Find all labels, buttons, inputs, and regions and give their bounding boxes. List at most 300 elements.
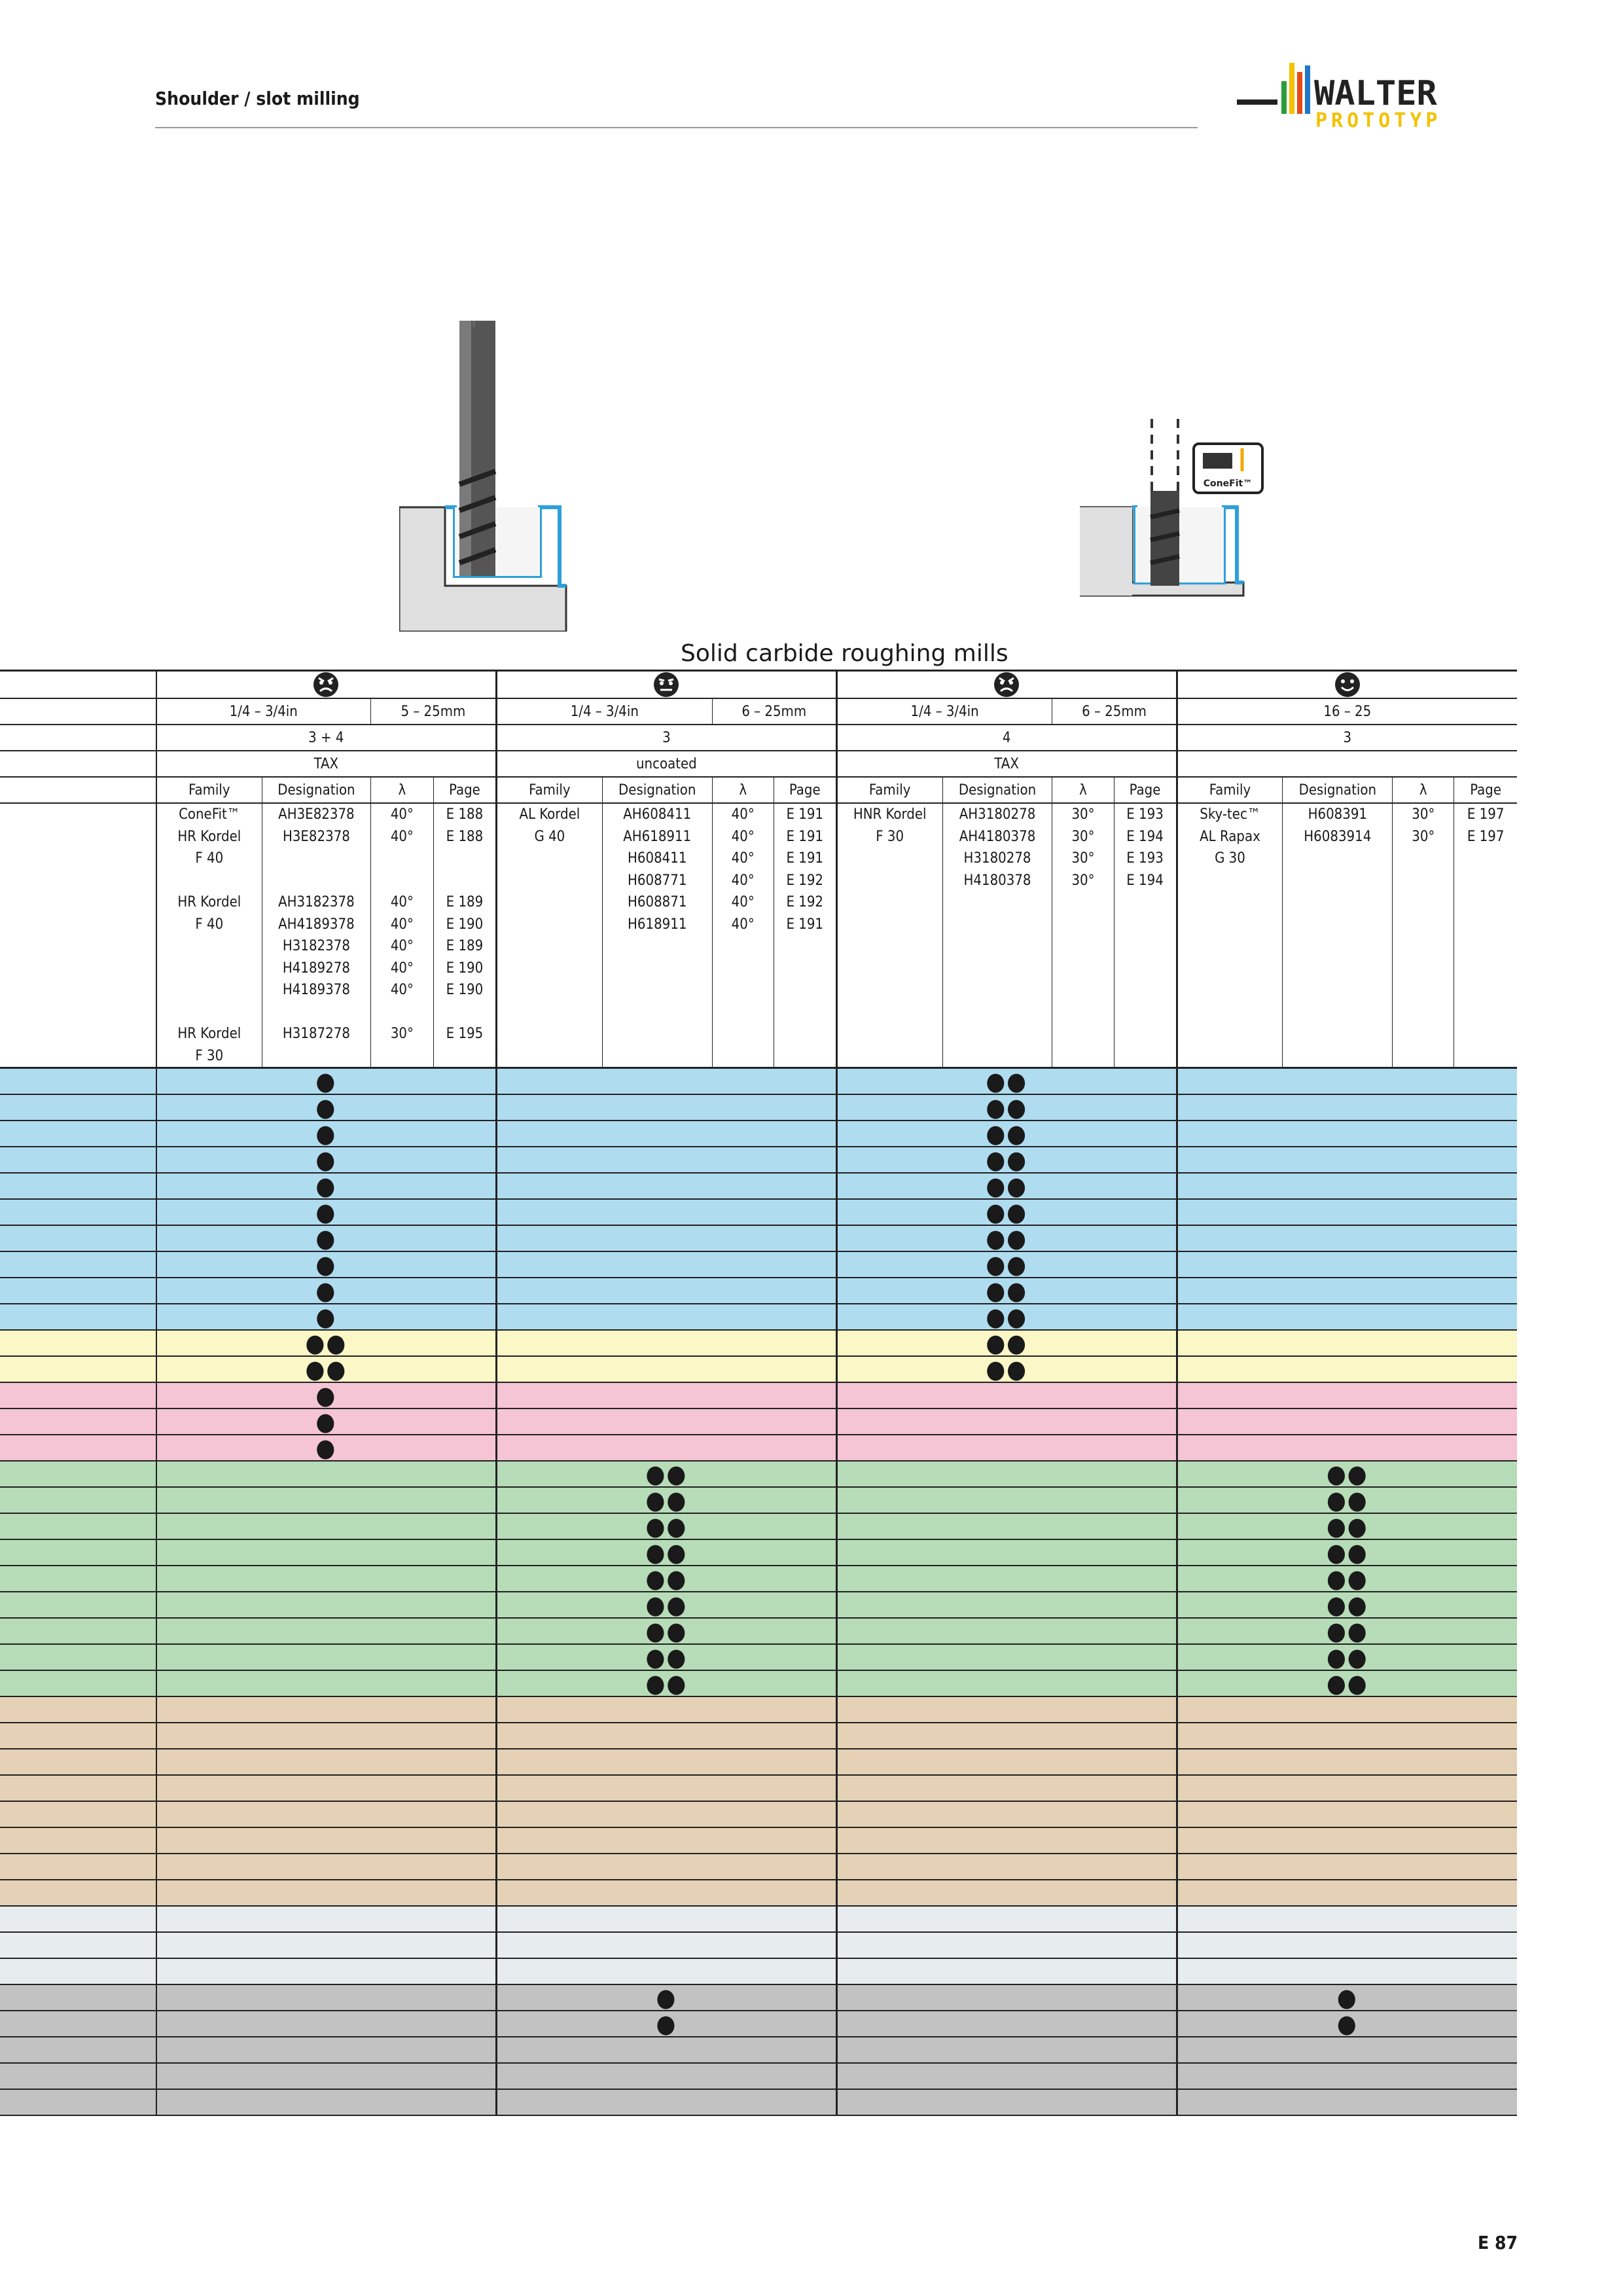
column-header-family: Family xyxy=(836,777,942,803)
suitability-mark-group-3 xyxy=(836,1566,1177,1592)
suitability-mark-group-1: ● xyxy=(156,1408,497,1435)
column-header-designation: Designation xyxy=(942,777,1052,803)
suitability-mark-group-2 xyxy=(496,1121,836,1147)
suitability-mark-group-4 xyxy=(1177,1408,1517,1435)
suitability-mark-group-1: ● xyxy=(156,1121,497,1147)
suitability-mark-group-3 xyxy=(836,1670,1177,1696)
suitability-mark-group-4 xyxy=(1177,1932,1517,1958)
suitability-mark-group-2 xyxy=(496,2063,836,2089)
walter-prototyp-logo xyxy=(1237,59,1525,137)
material-row xyxy=(0,1225,1517,1251)
suitability-mark-group-3: ●● xyxy=(836,1304,1177,1330)
suitability-mark-group-1 xyxy=(156,1592,497,1618)
material-label-cell xyxy=(0,1749,156,1775)
suitability-mark-group-4 xyxy=(1177,2063,1517,2089)
suitability-mark-group-4 xyxy=(1177,1225,1517,1251)
material-row xyxy=(0,1304,1517,1330)
diameter-range-row xyxy=(0,698,1517,725)
group-2-coating: uncoated xyxy=(496,751,836,777)
product-listing-row xyxy=(0,803,1517,1068)
suitability-mark-group-1: ● xyxy=(156,1173,497,1199)
material-row xyxy=(0,1539,1517,1566)
material-label-cell xyxy=(0,1566,156,1592)
suitability-mark-group-4 xyxy=(1177,1854,1517,1880)
material-row xyxy=(0,2011,1517,2037)
suitability-mark-group-1 xyxy=(156,1644,497,1670)
suitability-mark-group-1: ● xyxy=(156,1225,497,1251)
suitability-mark-group-2 xyxy=(496,1173,836,1199)
material-row xyxy=(0,1330,1517,1356)
logo-brand-text: WALTER xyxy=(1314,74,1437,113)
suitability-mark-group-1 xyxy=(156,1801,497,1827)
material-label-cell xyxy=(0,1958,156,1984)
suitability-mark-group-2 xyxy=(496,1094,836,1121)
conefit-milling-illustration xyxy=(1080,419,1283,632)
suitability-mark-group-4 xyxy=(1177,1330,1517,1356)
group-2-family-list: AL Kordel G 40 xyxy=(496,803,602,1068)
group-3-size-mm: 6 – 25mm xyxy=(1052,698,1177,725)
suitability-mark-group-3: ●● xyxy=(836,1356,1177,1382)
material-row xyxy=(0,1278,1517,1304)
suitability-mark-group-3 xyxy=(836,1618,1177,1644)
group-1-face-cell xyxy=(156,671,497,699)
material-label-cell xyxy=(0,1278,156,1304)
suitability-mark-group-2 xyxy=(496,2089,836,2115)
suitability-mark-group-4 xyxy=(1177,1906,1517,1932)
suitability-mark-group-4: ●● xyxy=(1177,1592,1517,1618)
suitability-mark-group-4 xyxy=(1177,1880,1517,1906)
material-row xyxy=(0,1670,1517,1696)
suitability-mark-group-4: ●● xyxy=(1177,1487,1517,1513)
material-label-cell xyxy=(0,2011,156,2037)
suitability-mark-group-2: ●● xyxy=(496,1592,836,1618)
page-number: E 87 xyxy=(1478,2232,1518,2253)
material-label-cell xyxy=(0,1644,156,1670)
material-row xyxy=(0,1801,1517,1827)
suitability-mark-group-2 xyxy=(496,1278,836,1304)
suitability-mark-group-3 xyxy=(836,1539,1177,1566)
suitability-mark-group-3 xyxy=(836,1906,1177,1932)
column-header-lambda: λ xyxy=(712,777,774,803)
suitability-mark-group-1 xyxy=(156,1906,497,1932)
material-label-cell xyxy=(0,1880,156,1906)
suitability-mark-group-2 xyxy=(496,1854,836,1880)
group-2-designation-list: AH608411 AH618911 H608411 H608771 H608871 H618911 xyxy=(602,803,712,1068)
material-row xyxy=(0,1827,1517,1854)
suitability-mark-group-3 xyxy=(836,2089,1177,2115)
suitability-mark-group-2: ● xyxy=(496,2011,836,2037)
column-header-row xyxy=(0,777,1517,803)
teeth-count-row xyxy=(0,725,1517,751)
suitability-mark-group-2 xyxy=(496,1068,836,1095)
suitability-mark-group-4 xyxy=(1177,1827,1517,1854)
suitability-mark-group-1 xyxy=(156,2011,497,2037)
suitability-mark-group-4 xyxy=(1177,1749,1517,1775)
suitability-mark-group-2 xyxy=(496,1906,836,1932)
suitability-mark-group-4: ●● xyxy=(1177,1670,1517,1696)
material-label-cell xyxy=(0,1356,156,1382)
suitability-mark-group-3 xyxy=(836,2063,1177,2089)
material-label-cell xyxy=(0,2063,156,2089)
group-1-lambda-list: 40° 40° 40° 40° 40° 40° 40° 30° xyxy=(370,803,433,1068)
suitability-mark-group-3 xyxy=(836,1487,1177,1513)
suitability-mark-group-2 xyxy=(496,1696,836,1723)
conefit-badge-label: ConeFit™ xyxy=(1203,478,1253,489)
suitability-mark-group-2: ●● xyxy=(496,1461,836,1487)
suitability-mark-group-4: ●● xyxy=(1177,1618,1517,1644)
suitability-mark-group-2 xyxy=(496,1382,836,1408)
suitability-mark-group-3: ●● xyxy=(836,1278,1177,1304)
suitability-mark-group-3 xyxy=(836,1696,1177,1723)
slot-milling-illustration xyxy=(399,321,576,632)
material-row xyxy=(0,1696,1517,1723)
coating-row xyxy=(0,751,1517,777)
suitability-mark-group-1: ● xyxy=(156,1382,497,1408)
suitability-mark-group-4 xyxy=(1177,1382,1517,1408)
suitability-mark-group-1 xyxy=(156,2037,497,2063)
material-label-cell xyxy=(0,1330,156,1356)
material-row xyxy=(0,1094,1517,1121)
suitability-mark-group-4 xyxy=(1177,1723,1517,1749)
suitability-mark-group-2: ●● xyxy=(496,1644,836,1670)
material-label-cell xyxy=(0,1670,156,1696)
column-header-page: Page xyxy=(1454,777,1517,803)
suitability-mark-group-1 xyxy=(156,1775,497,1801)
suitability-mark-group-3: ●● xyxy=(836,1199,1177,1225)
suitability-mark-group-2 xyxy=(496,1801,836,1827)
column-header-designation: Designation xyxy=(1283,777,1393,803)
column-header-lambda: λ xyxy=(370,777,433,803)
suitability-mark-group-4 xyxy=(1177,1173,1517,1199)
suitability-mark-group-3 xyxy=(836,1644,1177,1670)
material-label-cell xyxy=(0,1854,156,1880)
suitability-mark-group-1 xyxy=(156,1566,497,1592)
suitability-mark-group-3 xyxy=(836,1461,1177,1487)
suitability-mark-group-1 xyxy=(156,1932,497,1958)
material-label-cell xyxy=(0,1121,156,1147)
suitability-mark-group-2 xyxy=(496,1827,836,1854)
suitability-mark-group-3 xyxy=(836,1880,1177,1906)
suitability-mark-group-2: ● xyxy=(496,1984,836,2011)
group-1-page-list: E 188 E 188 E 189 E 190 E 189 E 190 E 190 E 195 xyxy=(433,803,496,1068)
suitability-mark-group-2 xyxy=(496,1958,836,1984)
material-row xyxy=(0,1513,1517,1539)
suitability-mark-group-4 xyxy=(1177,1958,1517,1984)
suitability-mark-group-1: ● xyxy=(156,1094,497,1121)
suitability-mark-group-3 xyxy=(836,1382,1177,1408)
group-4-face-cell xyxy=(1177,671,1517,699)
group-1-coating: TAX xyxy=(156,751,497,777)
suitability-mark-group-3 xyxy=(836,1435,1177,1461)
material-label-cell xyxy=(0,1827,156,1854)
suitability-mark-group-2 xyxy=(496,1304,836,1330)
material-label-cell xyxy=(0,1801,156,1827)
suitability-mark-group-3 xyxy=(836,1775,1177,1801)
logo-sub-text: PROTOTYP xyxy=(1315,109,1442,132)
material-label-cell xyxy=(0,1304,156,1330)
suitability-mark-group-4 xyxy=(1177,1147,1517,1173)
column-header-designation: Designation xyxy=(602,777,712,803)
suitability-mark-group-3: ●● xyxy=(836,1147,1177,1173)
material-label-cell xyxy=(0,1592,156,1618)
suitability-mark-group-1: ● xyxy=(156,1199,497,1225)
suitability-mark-group-2 xyxy=(496,1330,836,1356)
column-header-family: Family xyxy=(156,777,262,803)
suitability-mark-group-2 xyxy=(496,2037,836,2063)
suitability-mark-group-2: ●● xyxy=(496,1487,836,1513)
material-label-cell xyxy=(0,1984,156,2011)
neutral-face-icon xyxy=(653,672,679,698)
suitability-mark-group-3 xyxy=(836,1408,1177,1435)
suitability-mark-group-1: ●● xyxy=(156,1356,497,1382)
material-row xyxy=(0,1749,1517,1775)
group-4-lambda-list: 30° 30° xyxy=(1393,803,1454,1068)
material-row xyxy=(0,1723,1517,1749)
group-3-teeth: 4 xyxy=(836,725,1177,751)
group-1-size-mm: 5 – 25mm xyxy=(370,698,496,725)
suitability-mark-group-1: ● xyxy=(156,1278,497,1304)
suitability-mark-group-4 xyxy=(1177,1696,1517,1723)
suitability-mark-group-3: ●● xyxy=(836,1173,1177,1199)
suitability-mark-group-3 xyxy=(836,1827,1177,1854)
suitability-mark-group-1 xyxy=(156,1880,497,1906)
suitability-mark-group-2 xyxy=(496,1225,836,1251)
suitability-mark-group-1: ● xyxy=(156,1435,497,1461)
material-label-cell xyxy=(0,1932,156,1958)
material-row xyxy=(0,1487,1517,1513)
material-label-cell xyxy=(0,2037,156,2063)
group-2-face-cell xyxy=(496,671,836,699)
material-row xyxy=(0,2063,1517,2089)
suitability-mark-group-2 xyxy=(496,1723,836,1749)
group-2-page-list: E 191 E 191 E 191 E 192 E 192 E 191 xyxy=(774,803,836,1068)
material-row xyxy=(0,2037,1517,2063)
suitability-mark-group-1 xyxy=(156,1461,497,1487)
material-row xyxy=(0,1173,1517,1199)
column-header-page: Page xyxy=(774,777,836,803)
suitability-mark-group-3 xyxy=(836,1958,1177,1984)
material-row xyxy=(0,1382,1517,1408)
suitability-mark-group-2 xyxy=(496,1147,836,1173)
group-3-lambda-list: 30° 30° 30° 30° xyxy=(1052,803,1114,1068)
suitability-mark-group-2 xyxy=(496,1775,836,1801)
suitability-mark-group-2 xyxy=(496,1408,836,1435)
suitability-mark-group-4 xyxy=(1177,1094,1517,1121)
column-header-family: Family xyxy=(496,777,602,803)
material-label-cell xyxy=(0,1435,156,1461)
suitability-mark-group-4: ● xyxy=(1177,2011,1517,2037)
suitability-mark-group-4: ●● xyxy=(1177,1539,1517,1566)
suitability-mark-group-1 xyxy=(156,1984,497,2011)
material-label-cell xyxy=(0,1173,156,1199)
material-label-cell xyxy=(0,1487,156,1513)
group-4-designation-list: H608391 H6083914 xyxy=(1283,803,1393,1068)
suitability-mark-group-3 xyxy=(836,2011,1177,2037)
suitability-mark-group-3 xyxy=(836,2037,1177,2063)
suitability-mark-group-1 xyxy=(156,2089,497,2115)
suitability-mark-group-4 xyxy=(1177,1199,1517,1225)
suitability-mark-group-3 xyxy=(836,1749,1177,1775)
group-2-teeth: 3 xyxy=(496,725,836,751)
material-row xyxy=(0,1958,1517,1984)
suitability-mark-group-2 xyxy=(496,1880,836,1906)
suitability-mark-group-1 xyxy=(156,1539,497,1566)
material-label-cell xyxy=(0,1225,156,1251)
suitability-mark-group-2 xyxy=(496,1932,836,1958)
material-row xyxy=(0,1775,1517,1801)
suitability-mark-group-1 xyxy=(156,2063,497,2089)
section-header-title: Shoulder / slot milling xyxy=(155,88,360,109)
suitability-mark-group-3 xyxy=(836,1723,1177,1749)
suitability-mark-group-4: ●● xyxy=(1177,1461,1517,1487)
material-row xyxy=(0,1356,1517,1382)
suitability-mark-group-1 xyxy=(156,1827,497,1854)
material-label-cell xyxy=(0,1775,156,1801)
material-row xyxy=(0,1251,1517,1278)
suitability-mark-group-2 xyxy=(496,1749,836,1775)
suitability-mark-group-4 xyxy=(1177,1121,1517,1147)
suitability-mark-group-4 xyxy=(1177,2089,1517,2115)
suitability-mark-group-3 xyxy=(836,1801,1177,1827)
group-4-teeth: 3 xyxy=(1177,725,1517,751)
suitability-mark-group-1 xyxy=(156,1513,497,1539)
material-row xyxy=(0,1199,1517,1225)
group-3-page-list: E 193 E 194 E 193 E 194 xyxy=(1114,803,1177,1068)
material-row xyxy=(0,2089,1517,2115)
suitability-mark-group-1: ● xyxy=(156,1068,497,1095)
material-label-cell xyxy=(0,1094,156,1121)
material-row xyxy=(0,1906,1517,1932)
group-4-family-list: Sky-tec™ AL Rapax G 30 xyxy=(1177,803,1283,1068)
group-1-designation-list: AH3E82378 H3E82378 AH3182378 AH4189378 H3182378 H4189278 H4189378 H3187278 xyxy=(262,803,370,1068)
suitability-mark-group-4: ●● xyxy=(1177,1566,1517,1592)
suitability-mark-group-3: ●● xyxy=(836,1094,1177,1121)
material-label-cell xyxy=(0,1906,156,1932)
material-row xyxy=(0,1880,1517,1906)
header-divider xyxy=(155,127,1198,128)
suitability-mark-group-4: ●● xyxy=(1177,1644,1517,1670)
material-label-cell xyxy=(0,1251,156,1278)
suitability-mark-group-4 xyxy=(1177,1304,1517,1330)
suitability-mark-group-4 xyxy=(1177,1251,1517,1278)
material-label-cell xyxy=(0,1408,156,1435)
suitability-mark-group-3: ●● xyxy=(836,1068,1177,1095)
group-4-coating xyxy=(1177,751,1517,777)
suitability-mark-group-1 xyxy=(156,1670,497,1696)
group-3-face-cell xyxy=(836,671,1177,699)
suitability-mark-group-1 xyxy=(156,1854,497,1880)
group-2-size-mm: 6 – 25mm xyxy=(712,698,836,725)
suitability-mark-group-3 xyxy=(836,1854,1177,1880)
group-4-page-list: E 197 E 197 xyxy=(1454,803,1517,1068)
material-row xyxy=(0,1644,1517,1670)
suitability-mark-group-2: ●● xyxy=(496,1618,836,1644)
material-row xyxy=(0,1618,1517,1644)
suitability-mark-group-4 xyxy=(1177,1068,1517,1095)
group-2-size-inch: 1/4 – 3/4in xyxy=(496,698,712,725)
material-row xyxy=(0,1854,1517,1880)
group-1-teeth: 3 + 4 xyxy=(156,725,497,751)
suitability-mark-group-3: ●● xyxy=(836,1225,1177,1251)
suitability-mark-group-2: ●● xyxy=(496,1670,836,1696)
material-label-cell xyxy=(0,1539,156,1566)
suitability-mark-group-4 xyxy=(1177,2037,1517,2063)
suitability-mark-group-1 xyxy=(156,1487,497,1513)
suitability-mark-group-1: ● xyxy=(156,1147,497,1173)
column-header-lambda: λ xyxy=(1393,777,1454,803)
suitability-mark-group-4 xyxy=(1177,1801,1517,1827)
material-label-cell xyxy=(0,1147,156,1173)
material-row xyxy=(0,1592,1517,1618)
product-selection-table xyxy=(0,670,1517,2116)
material-row xyxy=(0,1068,1517,1095)
suitability-mark-group-4 xyxy=(1177,1278,1517,1304)
material-row xyxy=(0,1121,1517,1147)
group-1-family-list: ConeFit™ HR Kordel F 40 HR Kordel F 40 HR Kordel F 30 xyxy=(156,803,262,1068)
suitability-mark-group-4 xyxy=(1177,1435,1517,1461)
material-label-cell xyxy=(0,1068,156,1095)
column-header-page: Page xyxy=(1114,777,1177,803)
material-row xyxy=(0,1408,1517,1435)
suitability-mark-group-1 xyxy=(156,1749,497,1775)
suitability-mark-group-2 xyxy=(496,1251,836,1278)
suitability-mark-group-2: ●● xyxy=(496,1513,836,1539)
group-4-size: 16 – 25 xyxy=(1177,698,1517,725)
suitability-mark-group-3: ●● xyxy=(836,1251,1177,1278)
group-3-designation-list: AH3180278 AH4180378 H3180278 H4180378 xyxy=(942,803,1052,1068)
group-1-size-inch: 1/4 – 3/4in xyxy=(156,698,371,725)
material-row xyxy=(0,1932,1517,1958)
material-label-cell xyxy=(0,1382,156,1408)
suitability-mark-group-2 xyxy=(496,1199,836,1225)
material-suitability-body xyxy=(0,1068,1517,2116)
material-row xyxy=(0,1461,1517,1487)
material-row xyxy=(0,1435,1517,1461)
suitability-mark-group-1 xyxy=(156,1618,497,1644)
material-row xyxy=(0,1147,1517,1173)
suitability-mark-group-4 xyxy=(1177,1356,1517,1382)
happy-face-icon xyxy=(1334,672,1361,698)
suitability-mark-group-1: ●● xyxy=(156,1330,497,1356)
section-title: Solid carbide roughing mills xyxy=(681,640,1008,667)
material-label-cell xyxy=(0,1723,156,1749)
suitability-mark-group-3 xyxy=(836,1932,1177,1958)
material-label-cell xyxy=(0,2089,156,2115)
suitability-mark-group-1 xyxy=(156,1723,497,1749)
material-label-cell xyxy=(0,1618,156,1644)
group-3-family-list: HNR Kordel F 30 xyxy=(836,803,942,1068)
group-2-lambda-list: 40° 40° 40° 40° 40° 40° xyxy=(712,803,774,1068)
angry-face-icon xyxy=(313,672,339,698)
material-row xyxy=(0,1984,1517,2011)
suitability-mark-group-4: ● xyxy=(1177,1984,1517,2011)
suitability-mark-group-1 xyxy=(156,1696,497,1723)
column-header-designation: Designation xyxy=(262,777,370,803)
suitability-mark-group-4 xyxy=(1177,1775,1517,1801)
suitability-mark-group-4: ●● xyxy=(1177,1513,1517,1539)
material-label-cell xyxy=(0,1696,156,1723)
suitability-mark-group-1 xyxy=(156,1958,497,1984)
suitability-mark-group-2: ●● xyxy=(496,1566,836,1592)
suitability-mark-group-2: ●● xyxy=(496,1539,836,1566)
suitability-mark-group-3: ●● xyxy=(836,1121,1177,1147)
suitability-mark-group-2 xyxy=(496,1435,836,1461)
suitability-mark-group-3 xyxy=(836,1592,1177,1618)
suitability-mark-group-3 xyxy=(836,1513,1177,1539)
material-label-cell xyxy=(0,1461,156,1487)
column-header-family: Family xyxy=(1177,777,1283,803)
material-label-cell xyxy=(0,1513,156,1539)
